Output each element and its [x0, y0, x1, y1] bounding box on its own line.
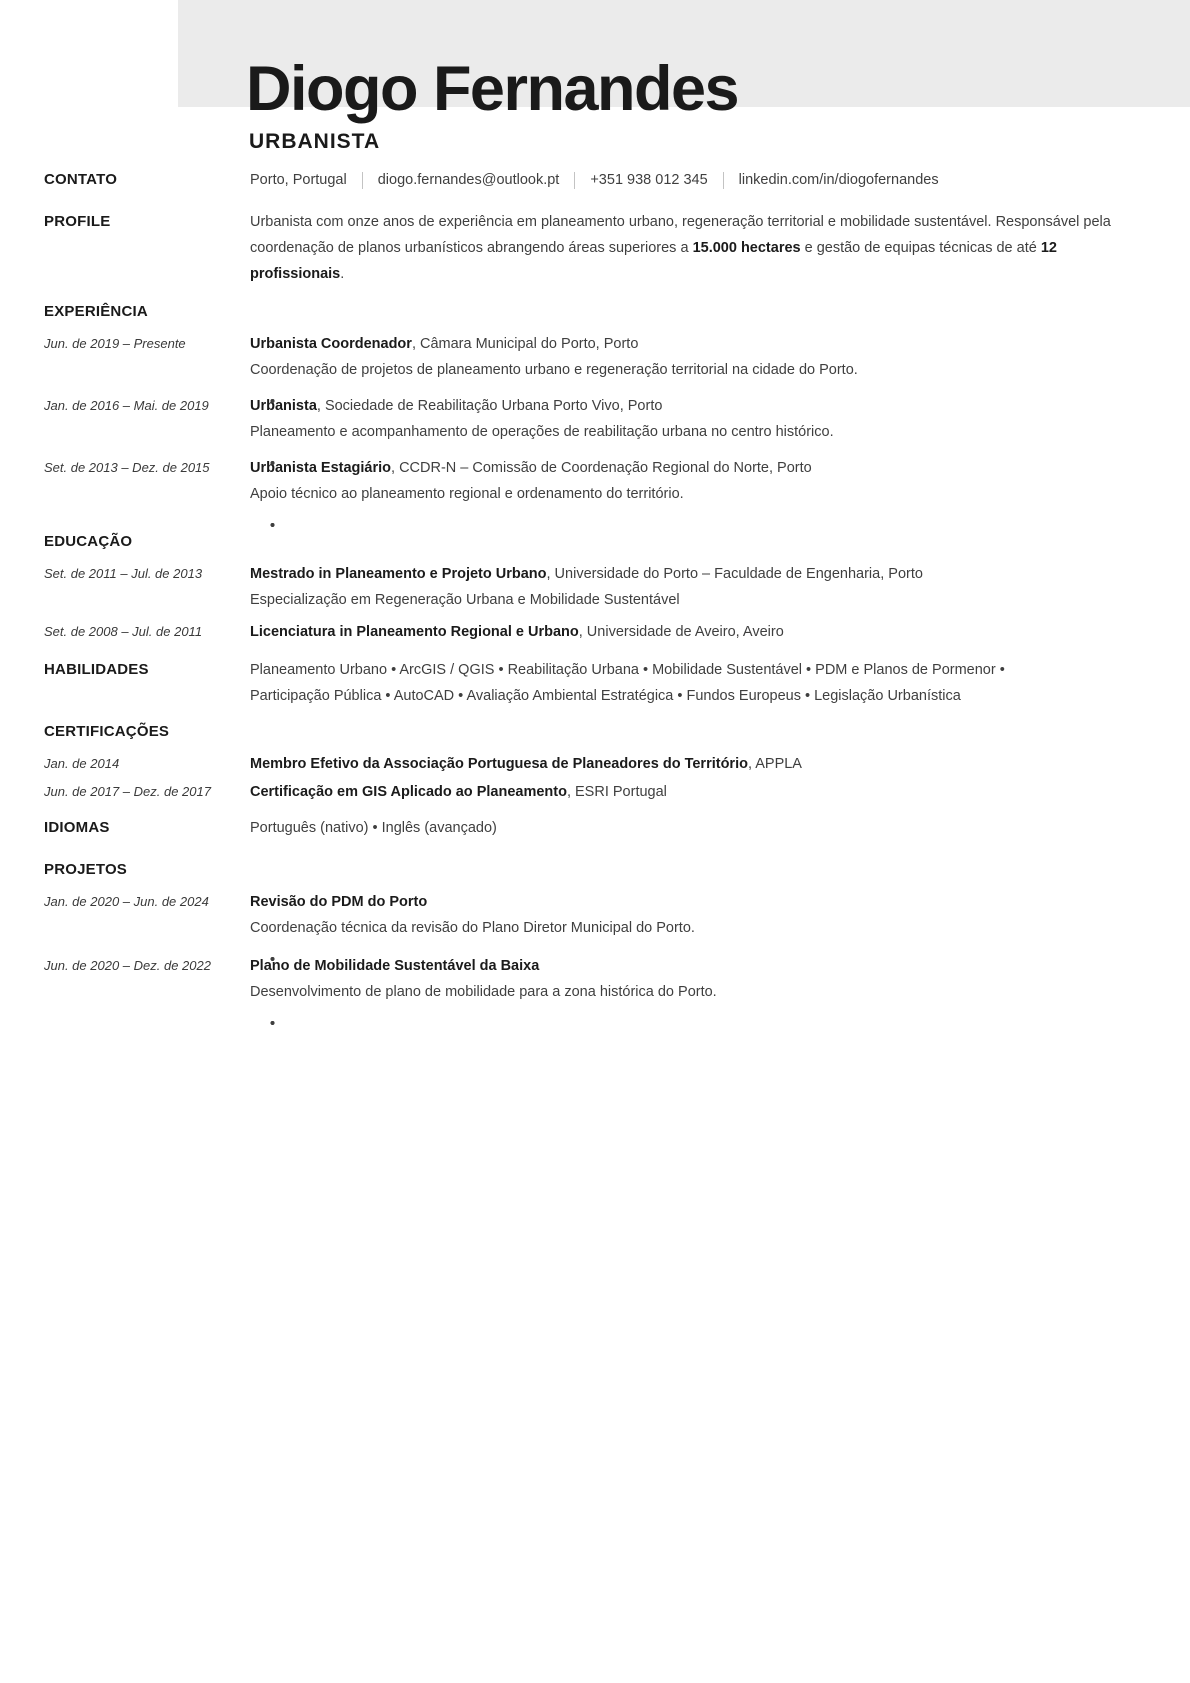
contact-label: CONTATO: [44, 171, 118, 188]
certification-entry: [44, 779, 1146, 805]
languages-label: IDIOMAS: [44, 819, 110, 836]
profile-text: Urbanista com onze anos de experiência em planeamento urbano, regeneração territorial e mobilidade sustentável. Responsável pela coordenação de planos urbanísticos abrangendo áreas superiores a 15.000 hectares e gestão de equipas técnicas de até 12 profissionais.: [250, 214, 1111, 282]
job-dates: Set. de 2013 – Dez. de 2015: [44, 460, 210, 475]
certification-dates: Jan. de 2014: [44, 756, 120, 771]
person-job-title: URBANISTA: [249, 130, 381, 153]
contact-item: +351 938 012 345: [590, 172, 708, 188]
project-title: Revisão do PDM do Porto: [250, 894, 428, 910]
project-body: [250, 953, 1146, 1011]
job-body: [250, 455, 1146, 513]
projects-label: PROJETOS: [44, 861, 128, 878]
project-description: Desenvolvimento de plano de mobilidade para a zona histórica do Porto.: [250, 984, 717, 1000]
contact-separator: [723, 172, 724, 189]
job-entry: [44, 455, 1146, 513]
project-entry: [44, 953, 1146, 1011]
certification-entries: [44, 751, 1146, 805]
experience-entries: [44, 331, 1146, 513]
project-title: Plano de Mobilidade Sustentável da Baixa: [250, 958, 540, 974]
profile-section: [44, 209, 1146, 287]
job-dates: Jan. de 2016 – Mai. de 2019: [44, 398, 209, 413]
project-description: Coordenação técnica da revisão do Plano Diretor Municipal do Porto.: [250, 920, 695, 936]
education-body: [250, 619, 1146, 645]
resume-body: [44, 167, 1146, 1011]
projects-header: [44, 857, 1146, 883]
contact-separator: [574, 172, 575, 189]
certification-entry: [44, 751, 1146, 777]
job-description: Planeamento e acompanhamento de operações de reabilitação urbana no centro histórico.: [250, 424, 834, 440]
contact-item: diogo.fernandes@outlook.pt: [377, 172, 560, 188]
certification-heading: Membro Efetivo da Associação Portuguesa de Planeadores do Território, APPLA: [250, 756, 802, 772]
contact-line: [250, 167, 1146, 193]
job-heading: Urbanista Coordenador, Câmara Municipal do Porto, Porto: [250, 336, 639, 352]
education-label: EDUCAÇÃO: [44, 533, 133, 550]
education-entries: [44, 561, 1146, 645]
education-dates: Set. de 2011 – Jul. de 2013: [44, 566, 203, 581]
contact-item: linkedin.com/in/diogofernandes: [738, 172, 939, 188]
job-body: [250, 331, 1146, 389]
skills-text: Planeamento Urbano • ArcGIS / QGIS • Reabilitação Urbana • Mobilidade Sustentável • PDM e Planos de Pormenor • Participação Pública • AutoCAD • Avaliação Ambiental Estratégica • Fundos Europeus • Legislação Urbanística: [250, 662, 1005, 704]
certifications-header: [44, 719, 1146, 745]
languages-text: Português (nativo) • Inglês (avançado): [250, 820, 497, 836]
education-dates: Set. de 2008 – Jul. de 2011: [44, 624, 203, 639]
job-description: Apoio técnico ao planeamento regional e ordenamento do território.: [250, 486, 684, 502]
project-entry: [44, 889, 1146, 947]
education-heading: Mestrado in Planeamento e Projeto Urbano, Universidade do Porto – Faculdade de Engenharia, Porto: [250, 566, 923, 582]
job-heading: Urbanista Estagiário, CCDR-N – Comissão de Coordenação Regional do Norte, Porto: [250, 460, 812, 476]
certification-heading: Certificação em GIS Aplicado ao Planeamento, ESRI Portugal: [250, 784, 667, 800]
contact-section: [44, 167, 1146, 193]
project-body: [250, 889, 1146, 947]
education-body: [250, 561, 1146, 613]
contact-item: Porto, Portugal: [250, 172, 347, 188]
experience-header: [44, 299, 1146, 325]
certifications-label: CERTIFICAÇÕES: [44, 723, 170, 740]
job-dates: Jun. de 2019 – Presente: [44, 336, 186, 351]
profile-label: PROFILE: [44, 213, 111, 230]
certification-dates: Jun. de 2017 – Dez. de 2017: [44, 784, 211, 799]
job-description: Coordenação de projetos de planeamento urbano e regeneração territorial na cidade do Porto.: [250, 362, 858, 378]
experience-label: EXPERIÊNCIA: [44, 303, 148, 320]
languages-section: [44, 815, 1146, 841]
skills-label: HABILIDADES: [44, 661, 149, 678]
skills-section: [44, 657, 1146, 709]
education-header: [44, 529, 1146, 555]
education-heading: Licenciatura in Planeamento Regional e Urbano, Universidade de Aveiro, Aveiro: [250, 624, 784, 640]
person-name: Diogo Fernandes: [246, 54, 739, 124]
education-subline: Especialização em Regeneração Urbana e Mobilidade Sustentável: [250, 592, 680, 608]
education-entry: [44, 619, 1146, 645]
project-dates: Jun. de 2020 – Dez. de 2022: [44, 958, 211, 973]
job-heading: Urbanista, Sociedade de Reabilitação Urbana Porto Vivo, Porto: [250, 398, 663, 414]
project-dates: Jan. de 2020 – Jun. de 2024: [44, 894, 209, 909]
job-entry: [44, 393, 1146, 451]
job-entry: [44, 331, 1146, 389]
education-entry: [44, 561, 1146, 613]
job-body: [250, 393, 1146, 451]
project-entries: [44, 889, 1146, 1011]
contact-separator: [362, 172, 363, 189]
